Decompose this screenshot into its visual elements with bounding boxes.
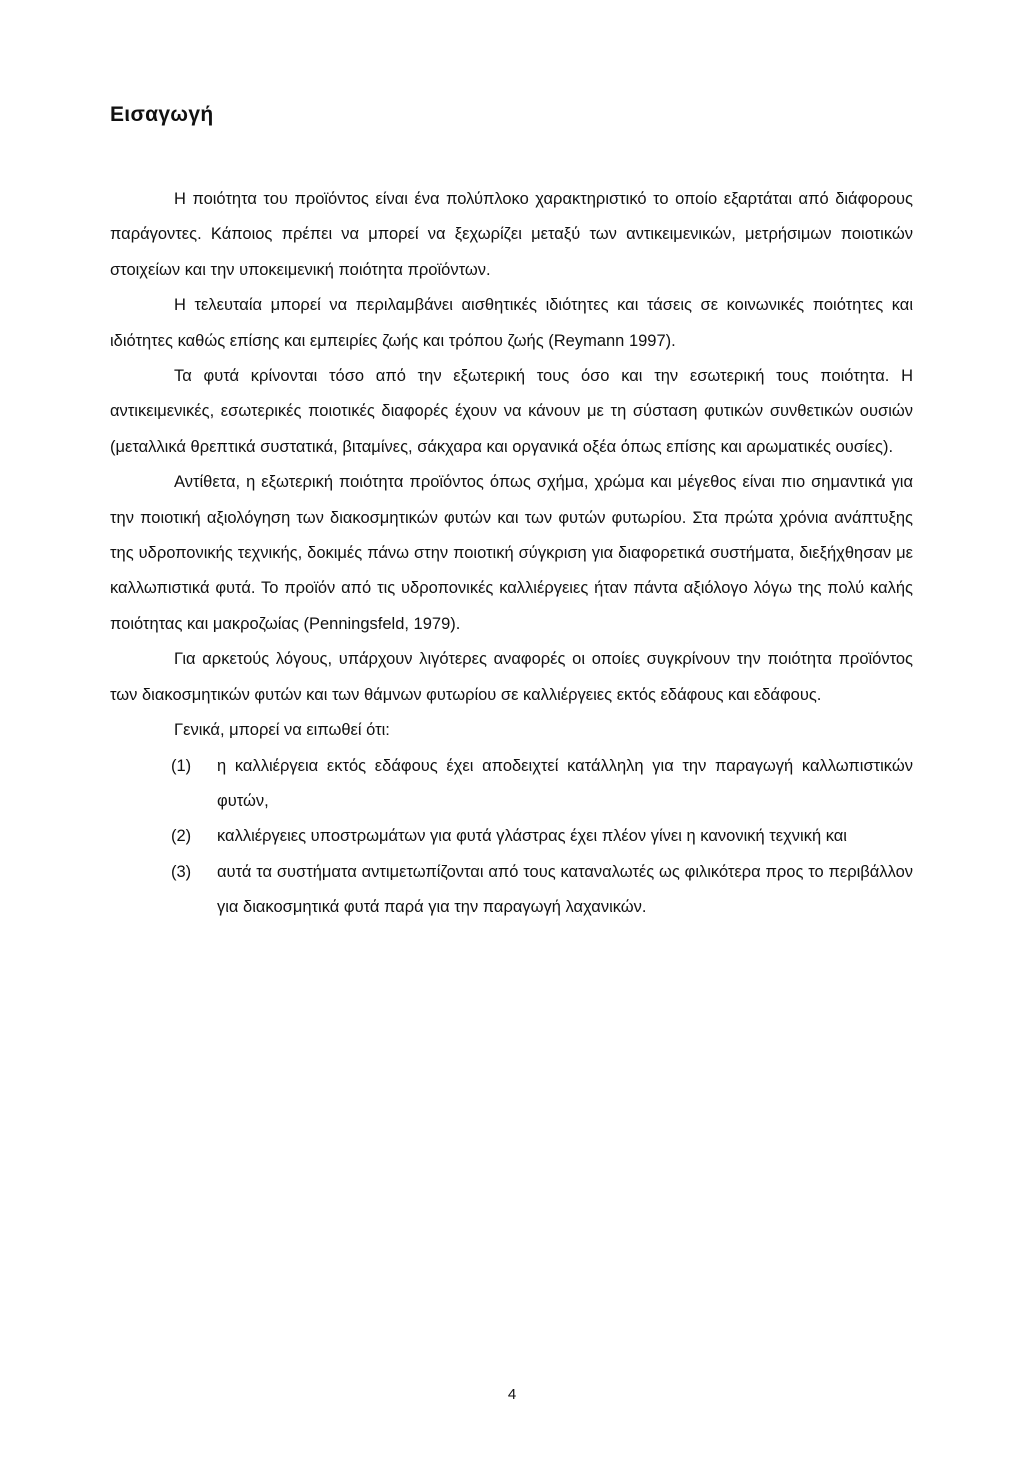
list-item-text: η καλλιέργεια εκτός εδάφους έχει αποδειχτεί κατάλληλη για την παραγωγή καλλωπιστικών φυτών,: [217, 756, 913, 810]
paragraph: Για αρκετούς λόγους, υπάρχουν λιγότερες αναφορές οι οποίες συγκρίνουν την ποιότητα προϊόντος των διακοσμητικών φυτών και των θάμνων φυτωρίου σε καλλιέργειες εκτός εδάφους και εδάφους.: [110, 650, 913, 704]
paragraph: Αντίθετα, η εξωτερική ποιότητα προϊόντος όπως σχήμα, χρώμα και μέγεθος είναι πιο σημαντικά για την ποιοτική αξιολόγηση των διακοσμητικών φυτών και των φυτών φυτωρίου. Στα πρώτα χρόνια ανάπτυξης της υδροπονικής τεχνικής, δοκιμές πάνω στην ποιοτική σύγκριση για διαφορετικά συστήματα, διεξήχθησαν με καλλωπιστικά φυτά. Το προϊόν από τις υδροπονικές καλλιέργειες ήταν πάντα αξιόλογο λόγω της πολύ καλής ποιότητας και μακροζωίας (Penningsfeld, 1979).: [110, 473, 913, 633]
list-item-number: (3): [171, 862, 192, 881]
list-item-number: (1): [171, 756, 192, 775]
list-item: [171, 819, 913, 854]
section-heading: Εισαγωγή: [110, 103, 214, 126]
body-text: [110, 182, 913, 926]
list-item: [171, 855, 913, 926]
paragraph: Η ποιότητα του προϊόντος είναι ένα πολύπλοκο χαρακτηριστικό το οποίο εξαρτάται από διάφορους παράγοντες. Κάποιος πρέπει να μπορεί να ξεχωρίζει μεταξύ των αντικειμενικών, μετρήσιμων ποιοτικών στοιχείων και την υποκειμενική ποιότητα προϊόντων.: [110, 190, 913, 279]
page-number: 4: [507, 1386, 517, 1403]
numbered-list: [110, 749, 913, 926]
paragraph: Η τελευταία μπορεί να περιλαμβάνει αισθητικές ιδιότητες και τάσεις σε κοινωνικές ποιότητες και ιδιότητες καθώς επίσης και εμπειρίες ζωής και τρόπου ζωής (Reymann 1997).: [110, 296, 913, 350]
list-item-text: αυτά τα συστήματα αντιμετωπίζονται από τους καταναλωτές ως φιλικότερα προς το περιβάλλον για διακοσμητικά φυτά παρά για την παραγωγή λαχανικών.: [217, 862, 913, 917]
list-item-number: (2): [171, 827, 192, 846]
paragraph: Γενικά, μπορεί να ειπωθεί ότι:: [174, 721, 390, 740]
list-item-text: καλλιέργειες υποστρωμάτων για φυτά γλάστρας έχει πλέον γίνει η κανονική τεχνική και: [217, 827, 847, 846]
paragraph: Τα φυτά κρίνονται τόσο από την εξωτερική τους όσο και την εσωτερική τους ποιότητα. Η αντικειμενικές, εσωτερικές ποιοτικές διαφορές έχουν να κάνουν με τη σύσταση φυτικών συνθετικών ουσιών (μεταλλικά θρεπτικά συστατικά, βιταμίνες, σάκχαρα και οργανικά οξέα όπως επίσης και αρωματικές ουσίες).: [110, 367, 913, 456]
list-item: [171, 749, 913, 820]
